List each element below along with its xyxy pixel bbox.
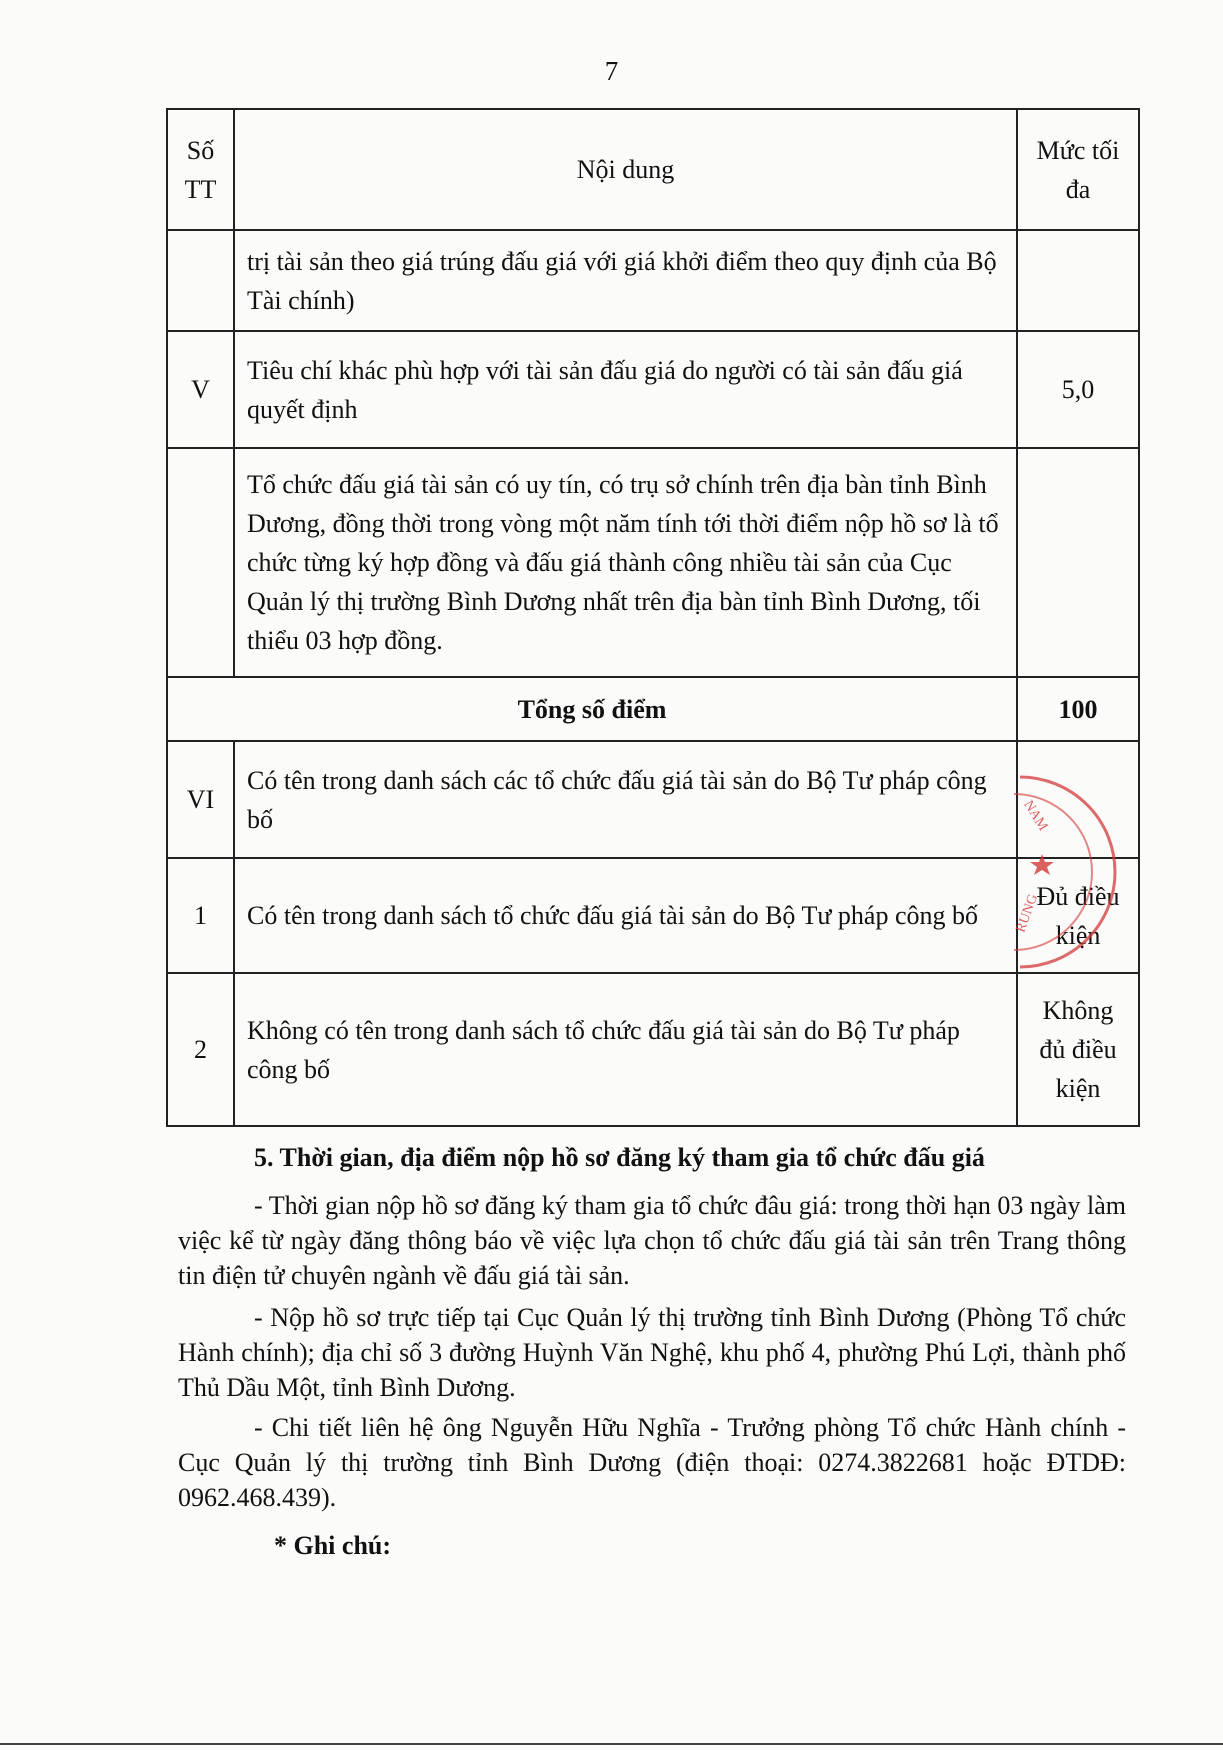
page-number: 7 (604, 56, 619, 86)
table-row (167, 858, 1139, 973)
paragraph: - Nộp hồ sơ trực tiếp tại Cục Quản lý thị trường tỉnh Bình Dương (Phòng Tổ chức Hành chính); địa chỉ số 3 đường Huỳnh Văn Nghệ, khu phố 4, phường Phú Lợi, thành phố Thủ Dầu Một, tỉnh Bình Dương. (178, 1303, 1126, 1402)
paragraph: - Thời gian nộp hồ sơ đăng ký tham gia tổ chức đâu giá: trong thời hạn 03 ngày làm việc kể từ ngày đăng thông báo về việc lựa chọn tổ chức đấu giá tài sản trên Trang thông tin điện tử chuyên ngành về đấu giá tài sản. (178, 1191, 1126, 1290)
row-max: Không đủ điều kiện (1017, 973, 1139, 1126)
table-row (167, 741, 1139, 858)
row-content: Có tên trong danh sách tổ chức đấu giá tài sản do Bộ Tư pháp công bố (234, 858, 1017, 973)
row-stt: V (167, 331, 234, 448)
row-stt: VI (167, 741, 234, 858)
paragraph: - Chi tiết liên hệ ông Nguyễn Hữu Nghĩa - Trưởng phòng Tổ chức Hành chính - Cục Quản lý thị trường tỉnh Bình Dương (điện thoại: 0274.3822681 hoặc ĐTDĐ: 0962.468.439). (178, 1413, 1126, 1512)
total-value: 100 (1017, 677, 1139, 741)
row-max: Đủ điều kiện (1017, 858, 1139, 973)
table-row (167, 973, 1139, 1126)
bottom-edge-line (0, 1743, 1223, 1745)
row-content: trị tài sản theo giá trúng đấu giá với giá khởi điểm theo quy định của Bộ Tài chính) (234, 230, 1017, 331)
criteria-table (166, 108, 1140, 1127)
row-stt (167, 448, 234, 677)
row-stt: 2 (167, 973, 234, 1126)
note-heading: * Ghi chú: (274, 1531, 392, 1560)
row-stt: 1 (167, 858, 234, 973)
section-heading: 5. Thời gian, địa điểm nộp hồ sơ đăng ký tham gia tổ chức đấu giá (254, 1143, 985, 1172)
row-max: 5,0 (1017, 331, 1139, 448)
table-row (167, 331, 1139, 448)
stamp-text: RUNG (1013, 892, 1042, 935)
stamp-text: NAM (1020, 797, 1051, 834)
row-content: Không có tên trong danh sách tổ chức đấu giá tài sản do Bộ Tư pháp công bố (234, 973, 1017, 1126)
table-row (167, 448, 1139, 677)
table-row (167, 230, 1139, 331)
row-stt (167, 230, 234, 331)
total-row (167, 677, 1139, 741)
row-max (1017, 230, 1139, 331)
header-stt: Số TT (167, 109, 234, 230)
table-header-row (167, 109, 1139, 230)
row-content: Tiêu chí khác phù hợp với tài sản đấu giá do người có tài sản đấu giá quyết định (234, 331, 1017, 448)
row-content: Tổ chức đấu giá tài sản có uy tín, có trụ sở chính trên địa bàn tỉnh Bình Dương, đồng thời trong vòng một năm tính tới thời điểm nộp hồ sơ là tổ chức từng ký hợp đồng và đấu giá thành công nhiều tài sản của Cục Quản lý thị trường Bình Dương nhất trên địa bàn tỉnh Bình Dương, tối thiểu 03 hợp đồng. (234, 448, 1017, 677)
total-label: Tổng số điểm (167, 677, 1017, 741)
row-max (1017, 448, 1139, 677)
header-max: Mức tối đa (1017, 109, 1139, 230)
header-content: Nội dung (234, 109, 1017, 230)
row-content: Có tên trong danh sách các tổ chức đấu giá tài sản do Bộ Tư pháp công bố (234, 741, 1017, 858)
row-max (1017, 741, 1139, 858)
